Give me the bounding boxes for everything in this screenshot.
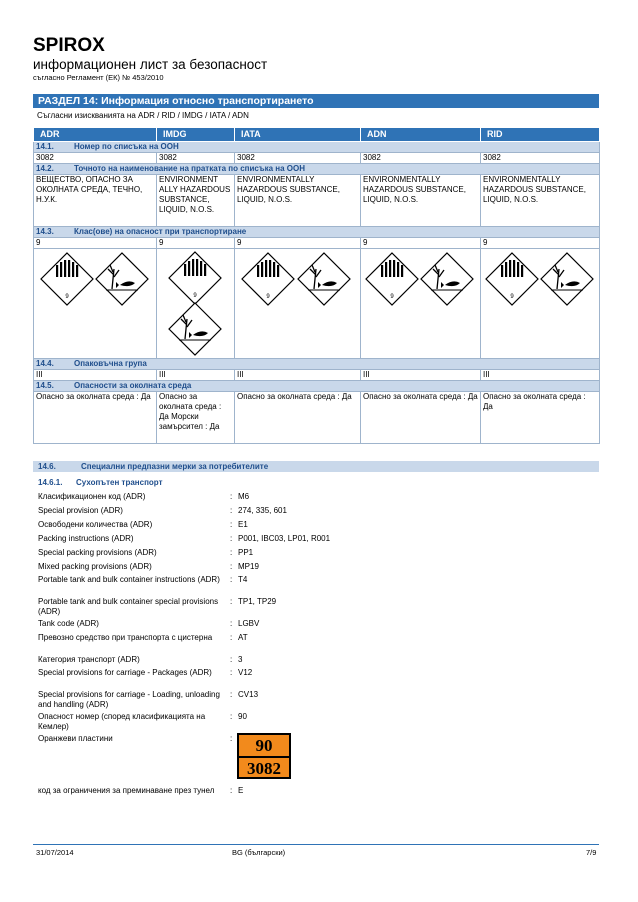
property-value: CV13 (238, 690, 259, 699)
property-key: Special provision (ADR) (38, 506, 123, 515)
class-9-label-icon (242, 253, 294, 305)
table-cell: III (157, 370, 235, 381)
table-cell: Опасно за околната среда : Да (361, 392, 481, 444)
column-header: IMDG (157, 128, 235, 142)
table-cell: ENVIRONMENTALLY HAZARDOUS SUBSTANCE, LIQUID, N.O.S. (235, 175, 361, 227)
subsection-label: Номер по списъка на ООН (74, 142, 179, 151)
property-key: Категория транспорт (ADR) (38, 655, 140, 664)
property-value: MP19 (238, 562, 259, 571)
property-key: Превозно средство при транспорта с цистерна (38, 633, 213, 642)
property-value: P001, IBC03, LP01, R001 (238, 534, 331, 543)
environment-hazard-icon (96, 253, 148, 305)
property-key: Special provisions for carriage - Loading, unloading and handling (ADR) (38, 690, 220, 709)
subsection-packing-group (34, 359, 600, 370)
label-number: 9 (65, 294, 69, 300)
column-header: ADR (34, 128, 157, 142)
property-value: E1 (238, 520, 248, 529)
subsection-label: Точното на наименование на пратката по списъка на ООН (74, 164, 305, 173)
property-value: PP1 (238, 548, 254, 557)
property-value: V12 (238, 668, 253, 677)
table-cell: Опасно за околната среда : Да Морски замърсител : Да (157, 392, 235, 444)
table-cell: ENVIRONMENT ALLY HAZARDOUS SUBSTANCE, LIQUID, N.O.S. (157, 175, 235, 227)
pictogram-pair (363, 249, 477, 309)
property-key: Tank code (ADR) (38, 619, 99, 628)
subsection-label: Специални предпазни мерки за потребителите (81, 462, 269, 471)
subsection-env-hazards (34, 381, 600, 392)
class-9-label-icon (366, 253, 418, 305)
subsection-number: 14.6. (38, 462, 56, 471)
table-cell: Опасно за околната среда : Да (34, 392, 157, 444)
property-key: Packing instructions (ADR) (38, 534, 134, 543)
column-header: ADN (361, 128, 481, 142)
subsection-un-number (34, 142, 600, 153)
property-key: Класификационен код (ADR) (38, 492, 146, 501)
table-cell: Опасно за околната среда : Да (235, 392, 361, 444)
table-cell: 3082 (157, 153, 235, 164)
property-key: Special provisions for carriage - Packages (ADR) (38, 668, 212, 677)
pictogram-pair (159, 249, 231, 357)
environment-hazard-icon (541, 253, 593, 305)
subsection-number: 14.3. (36, 227, 54, 236)
column-header: IATA (235, 128, 361, 142)
property-value: TP1, TP29 (238, 597, 277, 606)
table-cell: III (481, 370, 600, 381)
column-header: RID (481, 128, 600, 142)
table-cell: Опасно за околната среда : Да (481, 392, 600, 444)
property-key: Portable tank and bulk container special provisions (ADR) (38, 597, 219, 616)
pictogram-cell (34, 249, 157, 359)
subsection-shipping-name (34, 164, 600, 175)
footer-page: 7/9 (586, 848, 597, 857)
plate-hazard-number: 90 (255, 736, 273, 755)
subsection-hazard-class (34, 227, 600, 238)
regulation-reference: съгласно Регламент (ЕК) № 453/2010 (33, 73, 164, 82)
section-14-title: РАЗДЕЛ 14: Информация относно транспортирането (33, 94, 599, 108)
pictogram-pair (36, 249, 154, 309)
subsection-label: Опаковъчна група (74, 359, 147, 368)
table-cell: 3082 (235, 153, 361, 164)
subsection-number: 14.6.1. (38, 478, 63, 487)
class-9-label-icon (486, 253, 538, 305)
subsection-land-transport (38, 478, 163, 488)
table-cell: ENVIRONMENTALLY HAZARDOUS SUBSTANCE, LIQUID, N.O.S. (361, 175, 481, 227)
table-cell: III (34, 370, 157, 381)
class-9-label-icon (41, 253, 93, 305)
property-key: Mixed packing provisions (ADR) (38, 562, 152, 571)
table-cell: III (235, 370, 361, 381)
table-cell: ВЕЩЕСТВО, ОПАСНО ЗА ОКОЛНАТА СРЕДА, ТЕЧНО, Н.У.К. (34, 175, 157, 227)
subsection-number: 14.4. (36, 359, 54, 368)
subsection-special-precautions (33, 461, 599, 472)
subsection-label: Опасности за околната среда (74, 381, 192, 390)
pictogram-cell (235, 249, 361, 359)
table-cell: 9 (157, 238, 235, 249)
table-cell: 3082 (34, 153, 157, 164)
brand-name: SPIROX (33, 35, 105, 56)
orange-plate (237, 733, 291, 779)
property-value: 90 (238, 712, 247, 721)
environment-hazard-icon (421, 253, 473, 305)
table-row (34, 392, 600, 444)
footer-date: 31/07/2014 (36, 848, 74, 857)
table-cell: 3082 (361, 153, 481, 164)
document-header (33, 35, 605, 82)
table-cell: 3082 (481, 153, 600, 164)
label-number: 9 (510, 294, 514, 300)
table-header-row (34, 128, 600, 142)
table-row (34, 175, 600, 227)
table-row (34, 153, 600, 164)
property-key: Portable tank and bulk container instructions (ADR) (38, 575, 220, 584)
property-value: M6 (238, 492, 250, 501)
property-key: код за ограничения за преминаване през тунел (38, 786, 215, 795)
table-cell: 9 (361, 238, 481, 249)
property-value: T4 (238, 575, 248, 584)
pictogram-cell (361, 249, 481, 359)
property-value: E (238, 786, 244, 795)
label-number: 9 (266, 294, 270, 300)
footer-divider (33, 844, 599, 845)
transport-table (33, 127, 600, 444)
environment-hazard-icon (169, 303, 221, 355)
table-row (34, 370, 600, 381)
table-cell: 9 (34, 238, 157, 249)
property-key: Опасност номер (според класификацията на Кемлер) (38, 712, 206, 731)
pictogram-cell (481, 249, 600, 359)
property-value: 274, 335, 601 (238, 506, 287, 515)
hazard-pictograms-row (34, 249, 600, 359)
label-number: 9 (193, 293, 197, 299)
pictogram-pair (237, 249, 357, 309)
pictogram-pair (483, 249, 597, 309)
subsection-number: 14.2. (36, 164, 54, 173)
environment-hazard-icon (298, 253, 350, 305)
property-value: AT (238, 633, 248, 642)
property-value: 3 (238, 655, 243, 664)
subsection-number: 14.1. (36, 142, 54, 151)
table-cell: 9 (481, 238, 600, 249)
plate-un-number: 3082 (239, 756, 289, 777)
subsection-label: Клас(ове) на опасност при транспортиране (74, 227, 247, 236)
table-cell: III (361, 370, 481, 381)
subsection-label: Сухопътен транспорт (76, 478, 163, 487)
property-value: LGBV (238, 619, 260, 628)
table-cell: ENVIRONMENTALLY HAZARDOUS SUBSTANCE, LIQUID, N.O.S. (481, 175, 600, 227)
pictogram-cell (157, 249, 235, 359)
property-key: Освободени количества (ADR) (38, 520, 153, 529)
section-14-subtitle: Съгласни изискванията на ADR / RID / IMDG / IATA / ADN (37, 111, 249, 120)
document-title: информационен лист за безопасност (33, 57, 268, 72)
table-cell: 9 (235, 238, 361, 249)
table-row (34, 238, 600, 249)
label-number: 9 (390, 294, 394, 300)
property-key: Оранжеви пластини (38, 734, 113, 743)
property-key: Special packing provisions (ADR) (38, 548, 157, 557)
footer-language: BG (български) (232, 848, 286, 857)
class-9-label-icon (169, 252, 221, 304)
subsection-number: 14.5. (36, 381, 54, 390)
